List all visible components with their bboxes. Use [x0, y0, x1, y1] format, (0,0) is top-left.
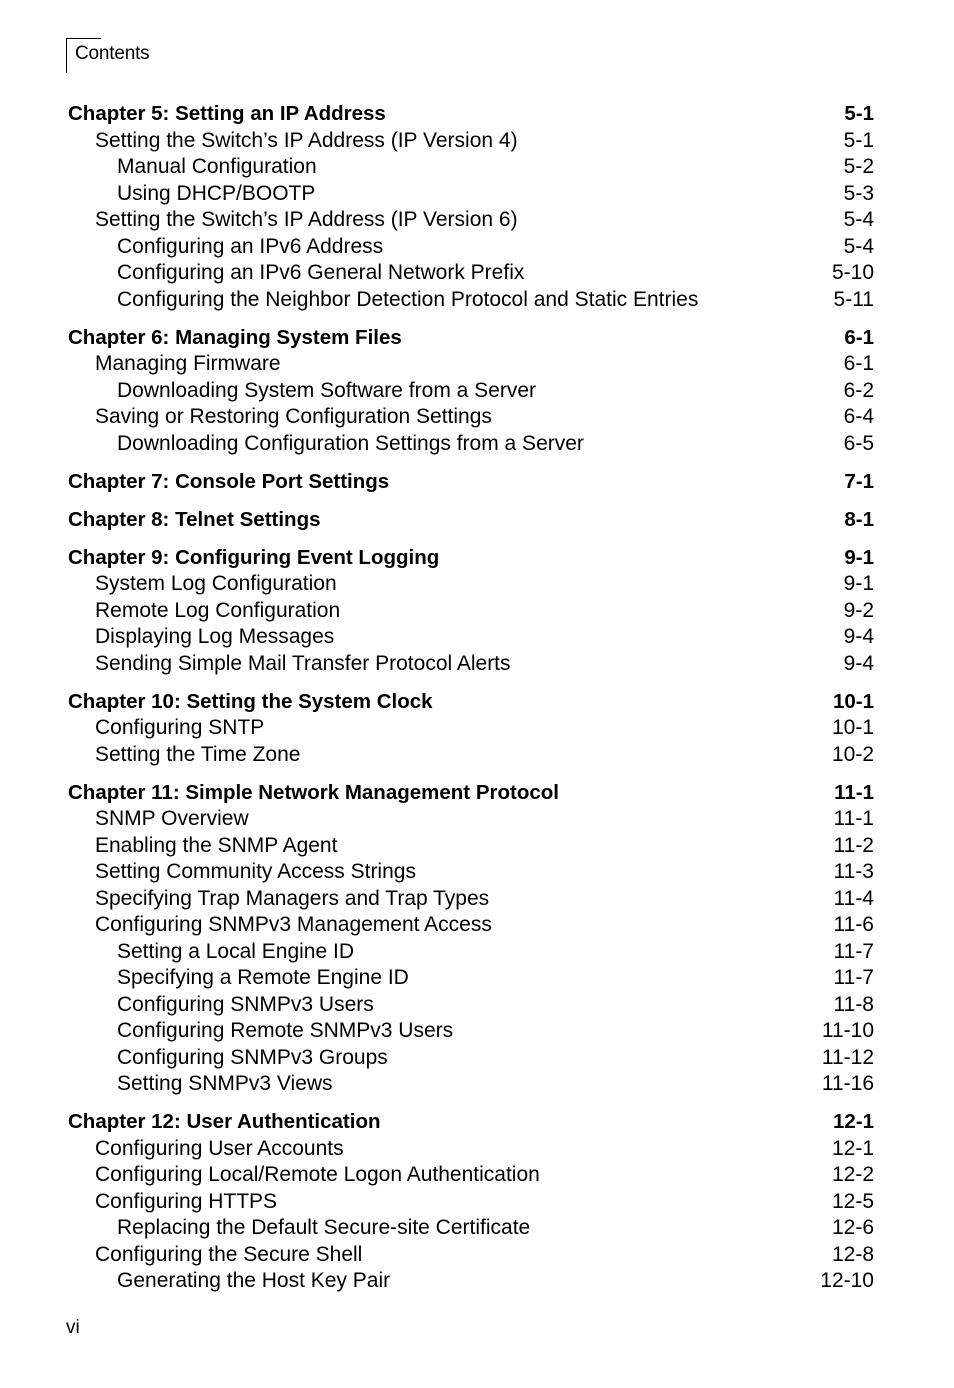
toc-entry-title: SNMP Overview: [95, 807, 249, 830]
toc-chapter-heading[interactable]: [68, 689, 874, 716]
toc-entry-title: Manual Configuration: [117, 155, 317, 178]
toc-page-ref: 9-4: [843, 625, 874, 648]
toc-chapter-title: Chapter 5: Setting an IP Address: [68, 102, 386, 125]
toc-chapter-title: Chapter 12: User Authentication: [68, 1110, 381, 1133]
toc-entry-title: Setting Community Access Strings: [95, 860, 416, 883]
toc-page-ref: 11-2: [833, 833, 874, 857]
toc-entry-title: Configuring an IPv6 General Network Prefix: [117, 261, 525, 284]
toc-entry-title: Configuring User Accounts: [95, 1136, 344, 1160]
toc-entry-title: Replacing the Default Secure-site Certificate: [117, 1216, 531, 1239]
toc-entry-title: Configuring Remote SNMPv3 Users: [117, 1019, 454, 1042]
toc-section-entry[interactable]: [68, 1136, 874, 1163]
toc-page-ref: 5-1: [844, 102, 874, 125]
toc-entry-title: Configuring SNTP: [95, 716, 265, 739]
toc-entry-title: Displaying Log Messages: [95, 625, 335, 648]
toc-entry-title: Configuring HTTPS: [95, 1189, 278, 1213]
toc-page-ref: 11-16: [821, 1072, 874, 1095]
toc-subsection-entry[interactable]: [68, 234, 874, 261]
toc-page-ref: 11-8: [833, 992, 874, 1016]
page-number: vi: [66, 1317, 80, 1338]
toc-section-entry[interactable]: [68, 207, 874, 234]
toc-chapter-heading[interactable]: [68, 507, 874, 534]
toc-chapter-title: Chapter 6: Managing System Files: [68, 325, 402, 349]
toc-page-ref: 12-5: [831, 1189, 874, 1213]
toc-page-ref: 8-1: [844, 507, 874, 531]
toc-page-ref: 11-7: [833, 966, 874, 989]
toc-page-ref: 10-1: [832, 689, 874, 713]
toc-chapter-title: Chapter 8: Telnet Settings: [68, 507, 321, 531]
toc-section-entry[interactable]: [68, 912, 874, 939]
toc-chapter-heading[interactable]: [68, 101, 874, 128]
toc-page-ref: 11-3: [833, 860, 874, 883]
toc-page-ref: 9-1: [844, 545, 874, 569]
toc-entry-title: Specifying Trap Managers and Trap Types: [95, 886, 490, 910]
toc-section-entry[interactable]: [68, 351, 874, 378]
toc-subsection-entry[interactable]: [68, 260, 874, 287]
toc-subsection-entry[interactable]: [68, 1018, 874, 1045]
toc-entry-title: Enabling the SNMP Agent: [95, 833, 338, 857]
toc-subsection-entry[interactable]: [68, 378, 874, 405]
toc-chapter: [68, 325, 874, 458]
toc-chapter-heading[interactable]: [68, 1109, 874, 1136]
toc-chapter-heading[interactable]: [68, 469, 874, 496]
toc-page-ref: 11-10: [821, 1019, 874, 1042]
toc-page-ref: 9-2: [843, 598, 874, 622]
toc-chapter-title: Chapter 9: Configuring Event Logging: [68, 545, 440, 569]
toc-subsection-entry[interactable]: [68, 154, 874, 181]
toc-page-ref: 5-11: [833, 287, 874, 311]
toc-chapter-heading[interactable]: [68, 325, 874, 352]
toc-page-ref: 11-6: [833, 913, 874, 936]
toc-page-ref: 6-1: [843, 352, 874, 375]
toc-entry-title: Remote Log Configuration: [95, 598, 341, 622]
toc-page-ref: 7-1: [844, 469, 874, 493]
toc-entry-title: System Log Configuration: [95, 572, 337, 595]
toc-entry-title: Configuring an IPv6 Address: [117, 234, 384, 258]
toc-chapter-title: Chapter 7: Console Port Settings: [68, 469, 390, 493]
toc-subsection-entry[interactable]: [68, 1045, 874, 1072]
toc-chapter: [68, 1109, 874, 1295]
toc-section-entry[interactable]: [68, 651, 874, 678]
toc-chapter-heading[interactable]: [68, 780, 874, 807]
toc-section-entry[interactable]: [68, 571, 874, 598]
toc-page-ref: 11-1: [833, 807, 874, 830]
toc-subsection-entry[interactable]: [68, 287, 874, 314]
toc-page-ref: 6-2: [843, 378, 874, 402]
toc-page-ref: 6-1: [844, 325, 874, 349]
toc-section-entry[interactable]: [68, 598, 874, 625]
toc-page-ref: 12-1: [831, 1136, 874, 1160]
toc-page-ref: 5-3: [843, 181, 874, 205]
toc-subsection-entry[interactable]: [68, 1215, 874, 1242]
toc-entry-title: Sending Simple Mail Transfer Protocol Alerts: [95, 651, 511, 675]
toc-entry-title: Setting the Switch’s IP Address (IP Version 4): [95, 128, 518, 152]
toc-chapter-heading[interactable]: [68, 545, 874, 572]
toc-chapter: [68, 469, 874, 496]
toc-page-ref: 12-1: [832, 1110, 874, 1133]
toc-entry-title: Using DHCP/BOOTP: [117, 181, 316, 205]
toc-section-entry[interactable]: [68, 624, 874, 651]
toc-page-ref: 9-4: [843, 651, 874, 675]
table-of-contents: [68, 101, 874, 1306]
toc-page-ref: 5-4: [843, 234, 874, 258]
toc-subsection-entry[interactable]: [68, 965, 874, 992]
toc-chapter-title: Chapter 11: Simple Network Management Protocol: [68, 780, 559, 804]
toc-chapter: [68, 780, 874, 1098]
toc-entry-title: Managing Firmware: [95, 352, 281, 375]
toc-page-ref: 11-7: [833, 939, 874, 963]
toc-chapter: [68, 545, 874, 678]
running-header: Contents: [75, 43, 150, 64]
toc-entry-title: Configuring the Secure Shell: [95, 1242, 363, 1266]
toc-entry-title: Configuring the Neighbor Detection Protocol and Static Entries: [117, 287, 699, 311]
toc-entry-title: Setting a Local Engine ID: [117, 939, 354, 963]
toc-page-ref: 11-12: [821, 1045, 874, 1069]
toc-entry-title: Generating the Host Key Pair: [117, 1269, 391, 1292]
toc-entry-title: Configuring SNMPv3 Management Access: [95, 913, 492, 936]
toc-section-entry[interactable]: [68, 128, 874, 155]
toc-chapter: [68, 507, 874, 534]
toc-subsection-entry[interactable]: [68, 939, 874, 966]
toc-entry-title: Configuring SNMPv3 Groups: [117, 1045, 388, 1069]
toc-section-entry[interactable]: [68, 806, 874, 833]
toc-entry-title: Saving or Restoring Configuration Settings: [95, 405, 492, 428]
toc-page-ref: 10-1: [831, 716, 874, 739]
toc-chapter-title: Chapter 10: Setting the System Clock: [68, 689, 433, 713]
toc-section-entry[interactable]: [68, 886, 874, 913]
toc-page-ref: 11-1: [834, 780, 874, 804]
toc-page-ref: 10-2: [831, 742, 874, 766]
toc-subsection-entry[interactable]: [68, 992, 874, 1019]
toc-page-ref: 5-1: [843, 128, 874, 152]
toc-page-ref: 11-4: [833, 886, 874, 910]
toc-subsection-entry[interactable]: [68, 1071, 874, 1098]
toc-section-entry[interactable]: [68, 742, 874, 769]
toc-page-ref: 12-6: [831, 1216, 874, 1239]
toc-entry-title: Setting the Switch’s IP Address (IP Version 6): [95, 208, 518, 231]
toc-page-ref: 5-4: [843, 208, 874, 231]
toc-page-ref: 9-1: [843, 572, 874, 595]
toc-chapter: [68, 101, 874, 313]
toc-section-entry[interactable]: [68, 404, 874, 431]
toc-section-entry[interactable]: [68, 1189, 874, 1216]
toc-subsection-entry[interactable]: [68, 181, 874, 208]
toc-chapter: [68, 689, 874, 769]
toc-entry-title: Downloading Configuration Settings from a Server: [117, 431, 584, 455]
toc-entry-title: Configuring SNMPv3 Users: [117, 992, 374, 1016]
toc-page-ref: 12-2: [831, 1163, 874, 1186]
toc-section-entry[interactable]: [68, 1162, 874, 1189]
toc-entry-title: Configuring Local/Remote Logon Authentication: [95, 1163, 540, 1186]
toc-section-entry[interactable]: [68, 833, 874, 860]
toc-page-ref: 5-2: [843, 155, 874, 178]
toc-entry-title: Downloading System Software from a Server: [117, 378, 537, 402]
toc-subsection-entry[interactable]: [68, 1268, 874, 1295]
toc-section-entry[interactable]: [68, 859, 874, 886]
toc-page-ref: 5-10: [831, 261, 874, 284]
toc-page-ref: 6-5: [843, 431, 874, 455]
toc-entry-title: Specifying a Remote Engine ID: [117, 966, 409, 989]
toc-section-entry[interactable]: [68, 1242, 874, 1269]
toc-entry-title: Setting the Time Zone: [95, 742, 301, 766]
toc-page-ref: 12-8: [831, 1242, 874, 1266]
toc-page-ref: 6-4: [843, 405, 874, 428]
toc-entry-title: Setting SNMPv3 Views: [117, 1072, 333, 1095]
toc-section-entry[interactable]: [68, 715, 874, 742]
toc-subsection-entry[interactable]: [68, 431, 874, 458]
toc-page-ref: 12-10: [820, 1269, 874, 1292]
